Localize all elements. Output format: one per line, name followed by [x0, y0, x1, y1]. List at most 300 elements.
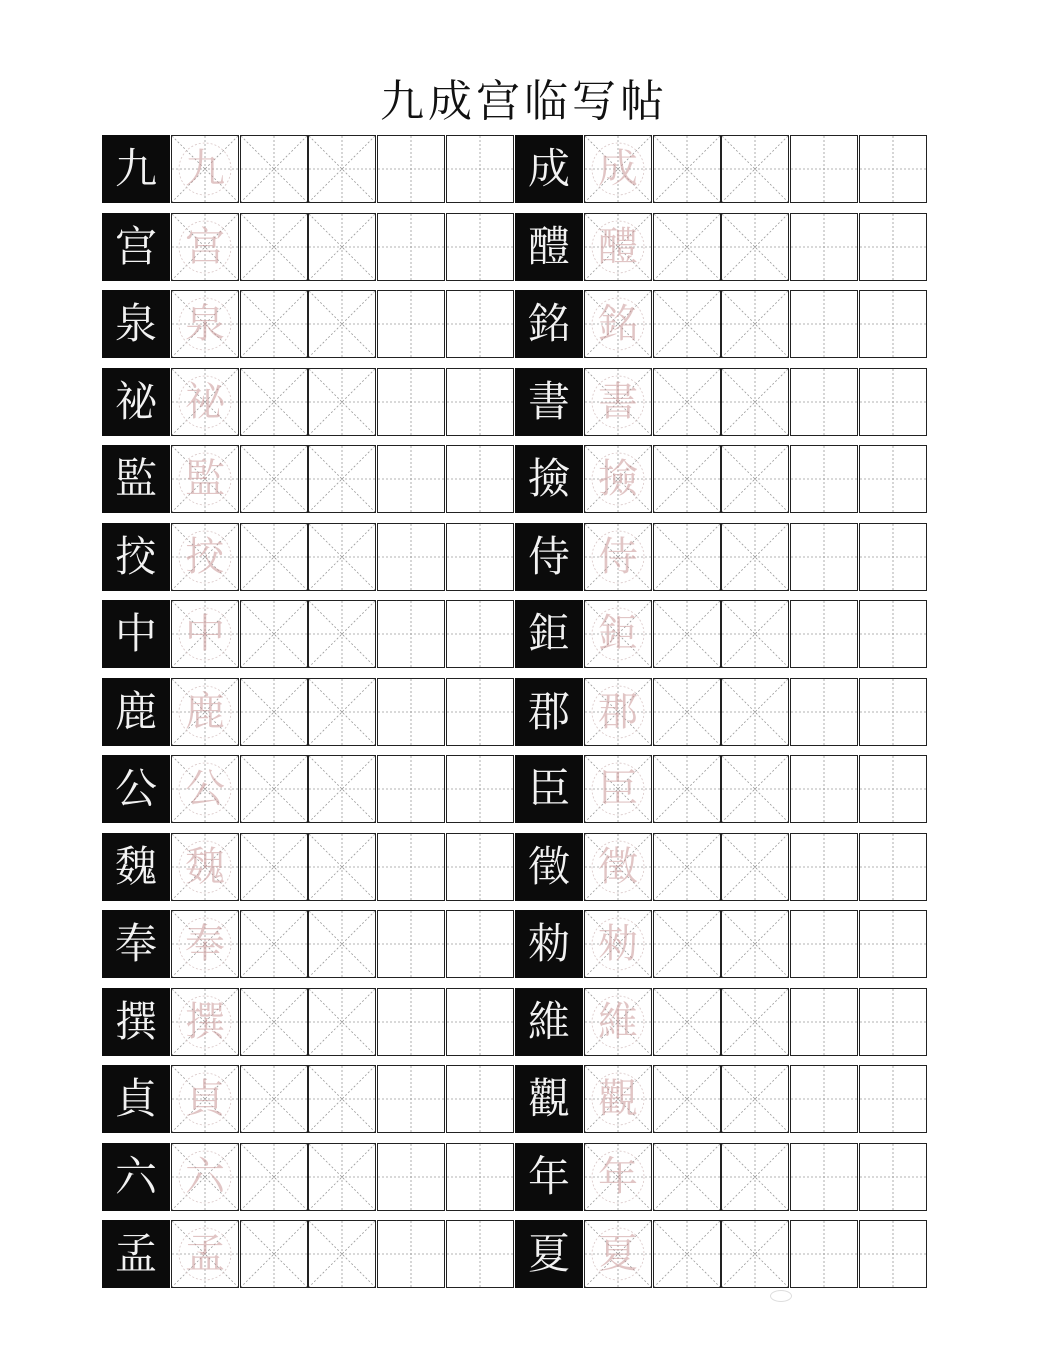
mi-grid-practice-cell[interactable] — [653, 833, 721, 901]
tian-grid-guides — [378, 911, 444, 977]
trace-character-cell[interactable] — [584, 833, 652, 901]
tian-grid-practice-cell[interactable] — [859, 678, 927, 746]
tian-grid-practice-cell[interactable] — [446, 678, 514, 746]
trace-character-cell[interactable] — [584, 755, 652, 823]
mi-grid-guides — [722, 369, 788, 435]
practice-row — [0, 523, 1048, 591]
tian-grid-guides — [860, 291, 926, 357]
tian-grid-practice-cell[interactable] — [377, 445, 445, 513]
tian-grid-practice-cell[interactable] — [446, 755, 514, 823]
character-group-right — [515, 368, 928, 436]
tian-grid-practice-cell[interactable] — [446, 1065, 514, 1133]
model-character: 徵 — [515, 833, 583, 901]
model-character: 侍 — [515, 523, 583, 591]
trace-character-cell[interactable] — [171, 1065, 239, 1133]
tian-grid-guides — [447, 679, 513, 745]
mi-grid-practice-cell[interactable] — [308, 833, 376, 901]
model-character: 郡 — [515, 678, 583, 746]
trace-character: 九 — [185, 146, 225, 192]
mi-grid-practice-cell[interactable] — [240, 988, 308, 1056]
mi-grid-practice-cell[interactable] — [308, 445, 376, 513]
trace-character: 撰 — [185, 998, 225, 1045]
mi-grid-guides — [722, 601, 788, 667]
mi-grid-guides — [241, 136, 307, 202]
tian-grid-practice-cell[interactable] — [790, 1065, 858, 1133]
model-character: 維 — [515, 988, 583, 1056]
tian-grid-practice-cell[interactable] — [446, 1143, 514, 1211]
mi-grid-practice-cell[interactable] — [653, 910, 721, 978]
mi-grid-guides — [309, 989, 375, 1055]
trace-character-cell[interactable] — [171, 600, 239, 668]
tian-grid-practice-cell[interactable] — [446, 445, 514, 513]
tian-grid-guides — [378, 601, 444, 667]
tian-grid-practice-cell[interactable] — [790, 213, 858, 281]
trace-character: 徵 — [598, 843, 638, 890]
watermark-mark — [770, 1290, 792, 1302]
tian-grid-practice-cell[interactable] — [790, 600, 858, 668]
tian-grid-practice-cell[interactable] — [446, 600, 514, 668]
model-character: 挍 — [102, 523, 170, 591]
model-character: 貞 — [102, 1065, 170, 1133]
tian-grid-practice-cell[interactable] — [446, 135, 514, 203]
model-character: 鹿 — [102, 678, 170, 746]
practice-row — [0, 833, 1048, 901]
trace-character: 鉅 — [598, 611, 638, 657]
mi-grid-guides — [241, 369, 307, 435]
mi-grid-guides — [722, 214, 788, 280]
tian-grid-practice-cell[interactable] — [377, 910, 445, 978]
mi-grid-practice-cell[interactable] — [308, 1143, 376, 1211]
mi-grid-practice-cell[interactable] — [308, 755, 376, 823]
tian-grid-practice-cell[interactable] — [446, 523, 514, 591]
practice-row — [0, 445, 1048, 513]
mi-grid-guides — [654, 1066, 720, 1132]
mi-grid-practice-cell[interactable] — [240, 290, 308, 358]
practice-row — [0, 368, 1048, 436]
mi-grid-practice-cell[interactable] — [240, 910, 308, 978]
tian-grid-practice-cell[interactable] — [377, 135, 445, 203]
tian-grid-guides — [378, 136, 444, 202]
mi-grid-practice-cell[interactable] — [308, 910, 376, 978]
tian-grid-guides — [791, 834, 857, 900]
tian-grid-practice-cell[interactable] — [859, 910, 927, 978]
mi-grid-practice-cell[interactable] — [721, 833, 789, 901]
mi-grid-practice-cell[interactable] — [653, 135, 721, 203]
trace-character: 臣 — [598, 766, 638, 812]
mi-grid-practice-cell[interactable] — [308, 290, 376, 358]
mi-grid-guides — [722, 911, 788, 977]
trace-character-cell[interactable] — [584, 290, 652, 358]
tian-grid-practice-cell[interactable] — [790, 755, 858, 823]
tian-grid-practice-cell[interactable] — [859, 1065, 927, 1133]
mi-grid-practice-cell[interactable] — [721, 445, 789, 513]
mi-grid-practice-cell[interactable] — [721, 988, 789, 1056]
tian-grid-practice-cell[interactable] — [377, 988, 445, 1056]
trace-character: 撿 — [598, 456, 638, 502]
tian-grid-practice-cell[interactable] — [377, 290, 445, 358]
tian-grid-practice-cell[interactable] — [790, 445, 858, 513]
model-character: 撿 — [515, 445, 583, 513]
mi-grid-guides — [309, 1221, 375, 1287]
mi-grid-guides — [654, 911, 720, 977]
tian-grid-practice-cell[interactable] — [446, 910, 514, 978]
trace-character: 公 — [185, 766, 225, 812]
practice-row — [0, 1065, 1048, 1133]
tian-grid-practice-cell[interactable] — [859, 213, 927, 281]
character-group-left — [102, 600, 515, 668]
mi-grid-guides — [722, 524, 788, 590]
character-group-left — [102, 213, 515, 281]
model-character: 泉 — [102, 290, 170, 358]
model-character: 銘 — [515, 290, 583, 358]
tian-grid-guides — [860, 369, 926, 435]
tian-grid-practice-cell[interactable] — [859, 290, 927, 358]
mi-grid-guides — [654, 291, 720, 357]
model-character: 奉 — [102, 910, 170, 978]
tian-grid-guides — [860, 1221, 926, 1287]
mi-grid-guides — [241, 989, 307, 1055]
mi-grid-practice-cell[interactable] — [240, 833, 308, 901]
tian-grid-practice-cell[interactable] — [790, 988, 858, 1056]
trace-character-cell[interactable] — [584, 600, 652, 668]
trace-character-cell[interactable] — [584, 988, 652, 1056]
mi-grid-practice-cell[interactable] — [308, 678, 376, 746]
mi-grid-practice-cell[interactable] — [653, 1220, 721, 1288]
tian-grid-practice-cell[interactable] — [446, 1220, 514, 1288]
mi-grid-guides — [309, 834, 375, 900]
tian-grid-practice-cell[interactable] — [859, 833, 927, 901]
trace-character-cell[interactable] — [171, 678, 239, 746]
mi-grid-guides — [309, 1144, 375, 1210]
practice-row — [0, 988, 1048, 1056]
mi-grid-guides — [309, 679, 375, 745]
trace-character-cell[interactable] — [584, 445, 652, 513]
trace-character: 醴 — [598, 223, 638, 270]
trace-character-cell[interactable] — [584, 135, 652, 203]
tian-grid-practice-cell[interactable] — [859, 755, 927, 823]
trace-character-cell[interactable] — [171, 988, 239, 1056]
mi-grid-guides — [309, 1066, 375, 1132]
tian-grid-practice-cell[interactable] — [377, 1065, 445, 1133]
model-character: 魏 — [102, 833, 170, 901]
tian-grid-guides — [447, 369, 513, 435]
mi-grid-guides — [241, 1066, 307, 1132]
mi-grid-practice-cell[interactable] — [721, 135, 789, 203]
mi-grid-practice-cell[interactable] — [240, 1220, 308, 1288]
trace-character: 貞 — [185, 1076, 225, 1122]
tian-grid-guides — [378, 369, 444, 435]
tian-grid-practice-cell[interactable] — [790, 523, 858, 591]
trace-character: 年 — [598, 1153, 638, 1200]
mi-grid-practice-cell[interactable] — [240, 445, 308, 513]
mi-grid-practice-cell[interactable] — [653, 678, 721, 746]
character-group-left — [102, 135, 515, 203]
mi-grid-guides — [722, 1221, 788, 1287]
mi-grid-practice-cell[interactable] — [240, 1065, 308, 1133]
mi-grid-practice-cell[interactable] — [308, 600, 376, 668]
trace-character-cell[interactable] — [584, 213, 652, 281]
tian-grid-guides — [860, 679, 926, 745]
tian-grid-guides — [791, 1066, 857, 1132]
trace-character-cell[interactable] — [584, 1065, 652, 1133]
tian-grid-guides — [860, 446, 926, 512]
mi-grid-practice-cell[interactable] — [653, 755, 721, 823]
tian-grid-practice-cell[interactable] — [790, 833, 858, 901]
tian-grid-practice-cell[interactable] — [377, 600, 445, 668]
character-group-right — [515, 1143, 928, 1211]
mi-grid-practice-cell[interactable] — [653, 988, 721, 1056]
tian-grid-practice-cell[interactable] — [790, 910, 858, 978]
mi-grid-guides — [654, 136, 720, 202]
mi-grid-practice-cell[interactable] — [721, 755, 789, 823]
tian-grid-practice-cell[interactable] — [859, 1143, 927, 1211]
mi-grid-practice-cell[interactable] — [308, 1220, 376, 1288]
model-character: 九 — [102, 135, 170, 203]
practice-row — [0, 290, 1048, 358]
character-group-right — [515, 988, 928, 1056]
character-group-left — [102, 368, 515, 436]
character-group-left — [102, 290, 515, 358]
tian-grid-practice-cell[interactable] — [859, 600, 927, 668]
tian-grid-practice-cell[interactable] — [859, 445, 927, 513]
tian-grid-guides — [791, 369, 857, 435]
mi-grid-practice-cell[interactable] — [721, 910, 789, 978]
tian-grid-guides — [791, 291, 857, 357]
practice-row — [0, 1143, 1048, 1211]
trace-character-cell[interactable] — [171, 213, 239, 281]
character-group-left — [102, 833, 515, 901]
mi-grid-guides — [722, 989, 788, 1055]
mi-grid-guides — [241, 1144, 307, 1210]
mi-grid-guides — [241, 679, 307, 745]
tian-grid-guides — [791, 446, 857, 512]
practice-row — [0, 135, 1048, 203]
trace-character: 觀 — [598, 1076, 638, 1122]
mi-grid-guides — [309, 369, 375, 435]
trace-character-cell[interactable] — [584, 910, 652, 978]
trace-character-cell[interactable] — [584, 368, 652, 436]
practice-row — [0, 1220, 1048, 1288]
mi-grid-practice-cell[interactable] — [721, 368, 789, 436]
trace-character-cell[interactable] — [171, 1220, 239, 1288]
character-group-left — [102, 445, 515, 513]
mi-grid-guides — [654, 1221, 720, 1287]
trace-character-cell[interactable] — [171, 135, 239, 203]
tian-grid-guides — [860, 756, 926, 822]
mi-grid-practice-cell[interactable] — [240, 600, 308, 668]
character-group-left — [102, 523, 515, 591]
tian-grid-guides — [791, 601, 857, 667]
tian-grid-guides — [378, 679, 444, 745]
character-group-left — [102, 755, 515, 823]
mi-grid-practice-cell[interactable] — [653, 213, 721, 281]
character-group-right — [515, 445, 928, 513]
mi-grid-guides — [309, 911, 375, 977]
tian-grid-guides — [860, 1066, 926, 1132]
mi-grid-practice-cell[interactable] — [721, 213, 789, 281]
trace-character-cell[interactable] — [171, 445, 239, 513]
mi-grid-practice-cell[interactable] — [721, 1143, 789, 1211]
mi-grid-practice-cell[interactable] — [308, 523, 376, 591]
mi-grid-practice-cell[interactable] — [308, 1065, 376, 1133]
mi-grid-guides — [241, 1221, 307, 1287]
mi-grid-practice-cell[interactable] — [721, 1220, 789, 1288]
tian-grid-practice-cell[interactable] — [377, 755, 445, 823]
tian-grid-practice-cell[interactable] — [377, 678, 445, 746]
tian-grid-practice-cell[interactable] — [446, 988, 514, 1056]
mi-grid-practice-cell[interactable] — [240, 523, 308, 591]
mi-grid-guides — [241, 214, 307, 280]
trace-character-cell[interactable] — [584, 523, 652, 591]
mi-grid-practice-cell[interactable] — [653, 290, 721, 358]
tian-grid-practice-cell[interactable] — [446, 290, 514, 358]
trace-character-cell[interactable] — [584, 1143, 652, 1211]
practice-row — [0, 755, 1048, 823]
character-group-right — [515, 910, 928, 978]
mi-grid-guides — [309, 601, 375, 667]
mi-grid-practice-cell[interactable] — [721, 1065, 789, 1133]
practice-row — [0, 600, 1048, 668]
tian-grid-practice-cell[interactable] — [859, 135, 927, 203]
mi-grid-practice-cell[interactable] — [240, 755, 308, 823]
tian-grid-guides — [447, 291, 513, 357]
tian-grid-practice-cell[interactable] — [377, 523, 445, 591]
tian-grid-guides — [791, 524, 857, 590]
mi-grid-practice-cell[interactable] — [308, 368, 376, 436]
trace-character: 鹿 — [185, 688, 225, 735]
tian-grid-guides — [447, 601, 513, 667]
trace-character-cell[interactable] — [171, 290, 239, 358]
mi-grid-guides — [722, 291, 788, 357]
trace-character-cell[interactable] — [171, 1143, 239, 1211]
tian-grid-practice-cell[interactable] — [859, 368, 927, 436]
mi-grid-guides — [654, 446, 720, 512]
tian-grid-guides — [860, 1144, 926, 1210]
tian-grid-guides — [447, 756, 513, 822]
mi-grid-practice-cell[interactable] — [721, 523, 789, 591]
mi-grid-guides — [722, 1066, 788, 1132]
tian-grid-practice-cell[interactable] — [377, 368, 445, 436]
tian-grid-practice-cell[interactable] — [377, 833, 445, 901]
model-character: 書 — [515, 368, 583, 436]
mi-grid-practice-cell[interactable] — [653, 1065, 721, 1133]
tian-grid-guides — [447, 1221, 513, 1287]
trace-character: 魏 — [185, 843, 225, 890]
trace-character: 書 — [598, 378, 638, 425]
tian-grid-guides — [860, 214, 926, 280]
tian-grid-practice-cell[interactable] — [790, 135, 858, 203]
character-group-right — [515, 1220, 928, 1288]
mi-grid-practice-cell[interactable] — [240, 1143, 308, 1211]
mi-grid-practice-cell[interactable] — [240, 135, 308, 203]
mi-grid-guides — [241, 291, 307, 357]
mi-grid-practice-cell[interactable] — [240, 368, 308, 436]
trace-character: 成 — [598, 146, 638, 192]
tian-grid-guides — [378, 989, 444, 1055]
model-character: 孟 — [102, 1220, 170, 1288]
tian-grid-practice-cell[interactable] — [790, 1143, 858, 1211]
trace-character-cell[interactable] — [584, 1220, 652, 1288]
trace-character-cell[interactable] — [171, 755, 239, 823]
mi-grid-practice-cell[interactable] — [653, 368, 721, 436]
tian-grid-practice-cell[interactable] — [377, 213, 445, 281]
tian-grid-guides — [447, 1066, 513, 1132]
trace-character: 維 — [598, 998, 638, 1045]
trace-character-cell[interactable] — [171, 833, 239, 901]
trace-character-cell[interactable] — [584, 678, 652, 746]
tian-grid-practice-cell[interactable] — [446, 833, 514, 901]
character-group-left — [102, 988, 515, 1056]
tian-grid-practice-cell[interactable] — [859, 988, 927, 1056]
mi-grid-practice-cell[interactable] — [721, 678, 789, 746]
trace-character-cell[interactable] — [171, 910, 239, 978]
mi-grid-practice-cell[interactable] — [721, 290, 789, 358]
trace-character: 六 — [185, 1153, 225, 1200]
model-character: 監 — [102, 445, 170, 513]
trace-character: 祕 — [185, 378, 225, 425]
model-character: 六 — [102, 1143, 170, 1211]
mi-grid-guides — [722, 834, 788, 900]
mi-grid-practice-cell[interactable] — [653, 1143, 721, 1211]
model-character: 宫 — [102, 213, 170, 281]
character-group-right — [515, 1065, 928, 1133]
mi-grid-practice-cell[interactable] — [240, 678, 308, 746]
tian-grid-practice-cell[interactable] — [377, 1143, 445, 1211]
mi-grid-practice-cell[interactable] — [308, 135, 376, 203]
mi-grid-guides — [309, 214, 375, 280]
model-character: 祕 — [102, 368, 170, 436]
tian-grid-practice-cell[interactable] — [446, 368, 514, 436]
tian-grid-practice-cell[interactable] — [859, 1220, 927, 1288]
trace-character-cell[interactable] — [171, 368, 239, 436]
mi-grid-practice-cell[interactable] — [653, 445, 721, 513]
tian-grid-guides — [447, 834, 513, 900]
mi-grid-practice-cell[interactable] — [308, 213, 376, 281]
tian-grid-practice-cell[interactable] — [446, 213, 514, 281]
mi-grid-guides — [309, 291, 375, 357]
mi-grid-guides — [241, 601, 307, 667]
mi-grid-practice-cell[interactable] — [308, 988, 376, 1056]
tian-grid-practice-cell[interactable] — [790, 290, 858, 358]
character-group-left — [102, 910, 515, 978]
trace-character-cell[interactable] — [171, 523, 239, 591]
model-character: 年 — [515, 1143, 583, 1211]
character-group-left — [102, 1065, 515, 1133]
mi-grid-guides — [241, 524, 307, 590]
tian-grid-guides — [860, 911, 926, 977]
character-group-right — [515, 135, 928, 203]
practice-row — [0, 213, 1048, 281]
character-group-right — [515, 678, 928, 746]
tian-grid-practice-cell[interactable] — [790, 1220, 858, 1288]
tian-grid-practice-cell[interactable] — [790, 368, 858, 436]
tian-grid-practice-cell[interactable] — [377, 1220, 445, 1288]
trace-character: 郡 — [598, 688, 638, 735]
mi-grid-practice-cell[interactable] — [653, 600, 721, 668]
tian-grid-practice-cell[interactable] — [859, 523, 927, 591]
mi-grid-practice-cell[interactable] — [240, 213, 308, 281]
mi-grid-guides — [309, 136, 375, 202]
trace-character: 侍 — [598, 533, 638, 580]
tian-grid-guides — [791, 756, 857, 822]
mi-grid-practice-cell[interactable] — [653, 523, 721, 591]
tian-grid-practice-cell[interactable] — [790, 678, 858, 746]
trace-character: 銘 — [598, 301, 638, 347]
tian-grid-guides — [378, 1066, 444, 1132]
character-group-right — [515, 523, 928, 591]
mi-grid-practice-cell[interactable] — [721, 600, 789, 668]
mi-grid-guides — [654, 834, 720, 900]
